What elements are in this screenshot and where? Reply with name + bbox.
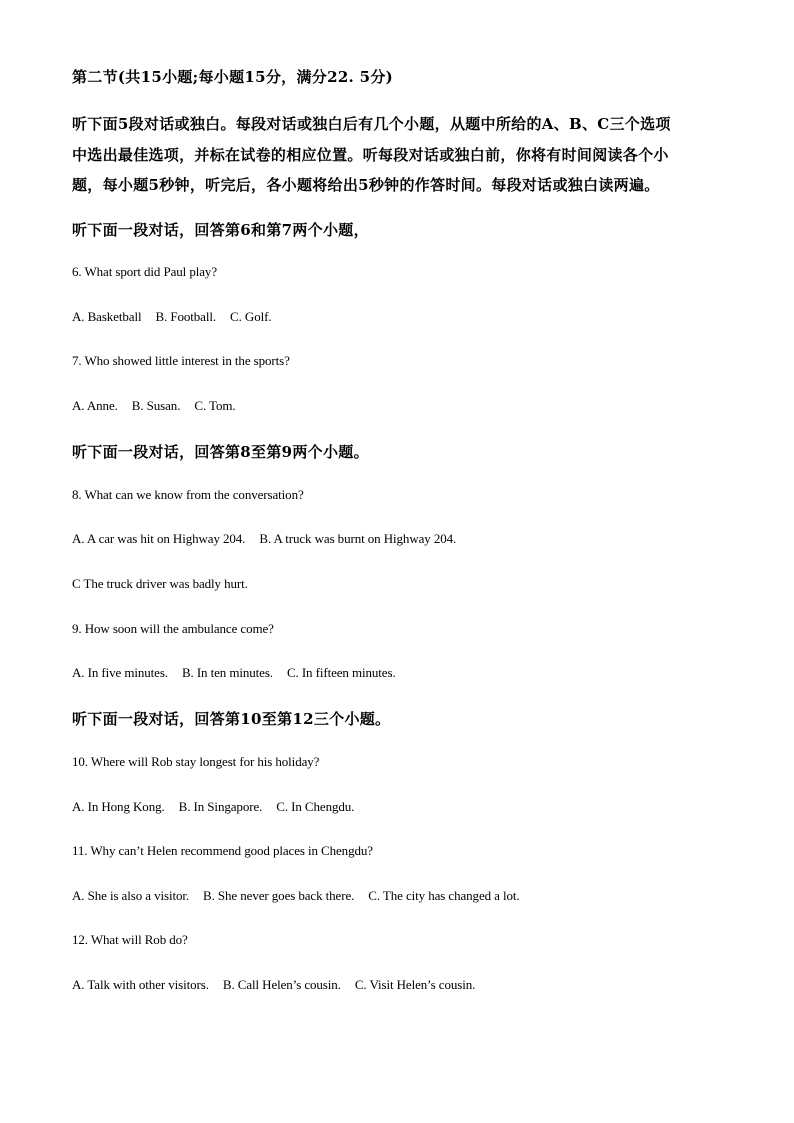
q7-options xyxy=(72,398,236,414)
q9-option-a[interactable]: A. In five minutes. xyxy=(72,665,168,680)
q10-options xyxy=(72,799,354,815)
q9-option-c[interactable]: C. In fifteen minutes. xyxy=(286,665,396,680)
q6-option-a[interactable]: A. Basketball xyxy=(72,309,142,324)
q12-option-c[interactable]: C. Visit Helen’s cousin. xyxy=(354,977,476,992)
instruction-line-2: 中选出最佳选项，并标在试卷的相应位置。听每段对话或独白前，你将有时间阅读各个小 xyxy=(72,146,669,164)
instruction-line-3: 题，每小题5秒钟，听完后，各小题将给出5秒钟的作答时间。每段对话或独白读两遍。 xyxy=(72,176,660,194)
q11-option-a[interactable]: A. She is also a visitor. xyxy=(72,888,190,903)
q9-question: 9. How soon will the ambulance come? xyxy=(72,621,274,636)
q6-options xyxy=(72,309,271,325)
q11-options xyxy=(72,888,520,904)
q8-option-b[interactable]: B. A truck was burnt on Highway 204. xyxy=(259,531,457,546)
q11-option-b[interactable]: B. She never goes back there. xyxy=(203,888,355,903)
q6-option-b[interactable]: B. Football. xyxy=(155,309,217,324)
q6-option-c[interactable]: C. Golf. xyxy=(230,309,272,324)
q12-question: 12. What will Rob do? xyxy=(72,932,188,947)
q8-option-a[interactable]: A. A car was hit on Highway 204. xyxy=(72,531,246,546)
q10-question: 10. Where will Rob stay longest for his holiday? xyxy=(72,754,320,769)
q10-option-b[interactable]: B. In Singapore. xyxy=(178,799,263,814)
q8-option-c[interactable]: C The truck driver was badly hurt. xyxy=(72,576,248,591)
q11-option-c[interactable]: C. The city has changed a lot. xyxy=(368,888,520,903)
q7-option-a[interactable]: A. Anne. xyxy=(72,398,118,413)
q7-option-c[interactable]: C. Tom. xyxy=(194,398,236,413)
instruction-line-1: 听下面5段对话或独白。每段对话或独白后有几个小题，从题中所给的A、B、C三个选项 xyxy=(72,115,671,133)
q8-question: 8. What can we know from the conversation? xyxy=(72,487,304,502)
q8-options-ab xyxy=(72,531,456,547)
q12-option-a[interactable]: A. Talk with other visitors. xyxy=(72,977,209,992)
q10-option-c[interactable]: C. In Chengdu. xyxy=(276,799,355,814)
q6-question: 6. What sport did Paul play? xyxy=(72,264,217,279)
q9-options xyxy=(72,665,396,681)
q12-options xyxy=(72,977,475,993)
group3-heading: 听下面一段对话，回答第10至第12三个小题。 xyxy=(72,710,391,728)
section-header: 第二节(共15小题;每小题15分，满分22. 5分) xyxy=(72,68,394,86)
q12-option-b[interactable]: B. Call Helen’s cousin. xyxy=(222,977,341,992)
q10-option-a[interactable]: A. In Hong Kong. xyxy=(72,799,165,814)
group2-heading: 听下面一段对话，回答第8至第9两个小题。 xyxy=(72,443,369,461)
group1-heading: 听下面一段对话，回答第6和第7两个小题， xyxy=(72,221,369,239)
q7-question: 7. Who showed little interest in the sports? xyxy=(72,353,290,368)
q7-option-b[interactable]: B. Susan. xyxy=(131,398,181,413)
q11-question: 11. Why can’t Helen recommend good places in Chengdu? xyxy=(72,843,373,858)
q9-option-b[interactable]: B. In ten minutes. xyxy=(181,665,273,680)
